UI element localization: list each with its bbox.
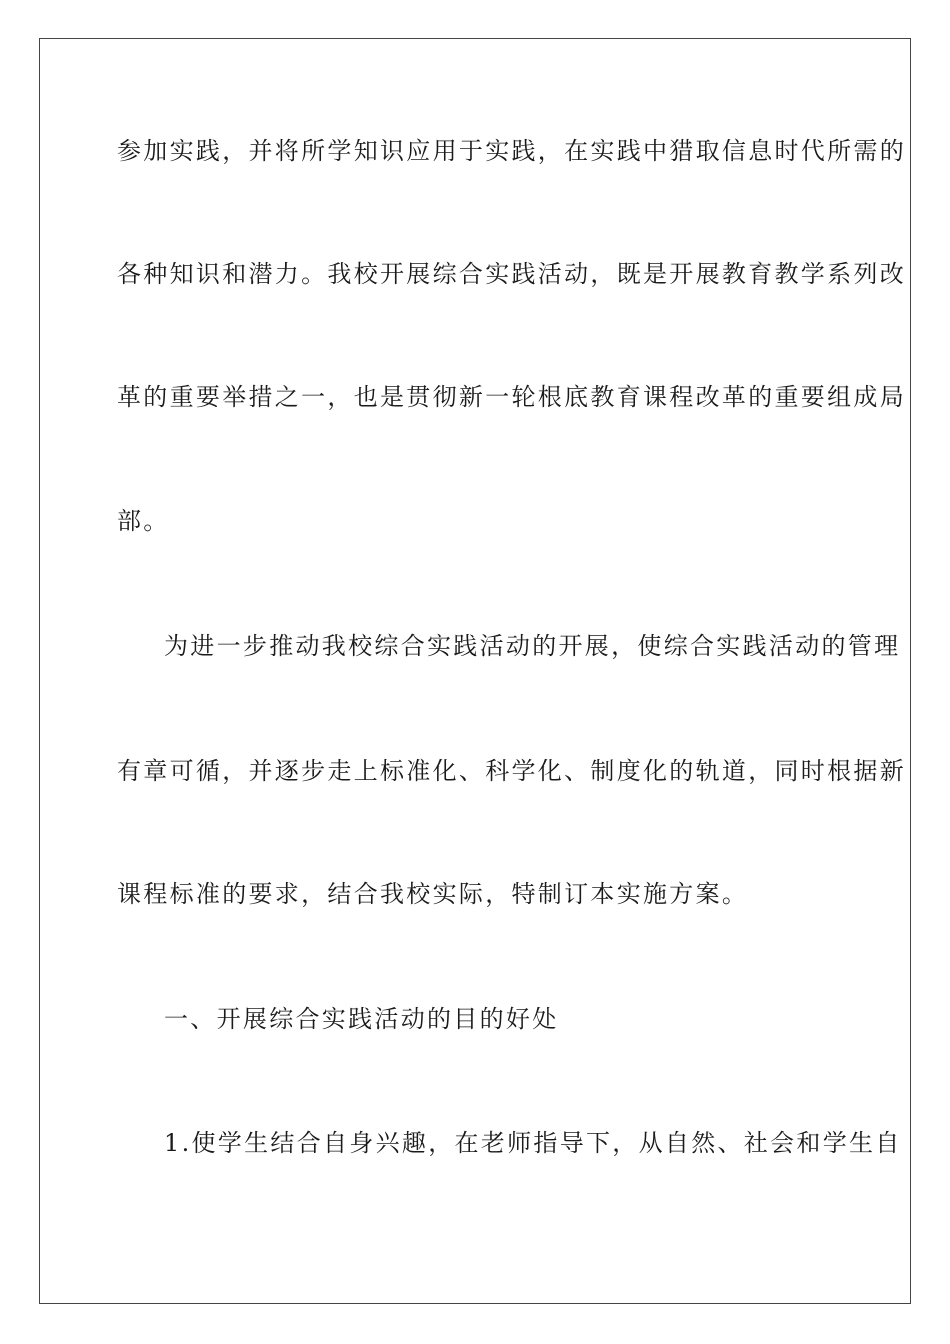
paragraph-line: 部。 — [117, 507, 170, 535]
paragraph-line: 各种知识和潜力。我校开展综合实践活动，既是开展教育教学系列改 — [117, 260, 906, 288]
paragraph-line: 革的重要举措之一，也是贯彻新一轮根底教育课程改革的重要组成局 — [117, 383, 906, 411]
page-border — [39, 38, 911, 1304]
paragraph-line: 为进一步推动我校综合实践活动的开展，使综合实践活动的管理 — [164, 632, 901, 660]
paragraph-line: 有章可循，并逐步走上标准化、科学化、制度化的轨道，同时根据新 — [117, 757, 906, 785]
paragraph-line: 参加实践，并将所学知识应用于实践，在实践中猎取信息时代所需的 — [117, 137, 906, 165]
list-item: 1.使学生结合自身兴趣，在老师指导下，从自然、社会和学生自 — [164, 1129, 902, 1157]
paragraph-line: 课程标准的要求，结合我校实际，特制订本实施方案。 — [117, 880, 749, 908]
section-heading: 一、开展综合实践活动的目的好处 — [164, 1005, 559, 1033]
